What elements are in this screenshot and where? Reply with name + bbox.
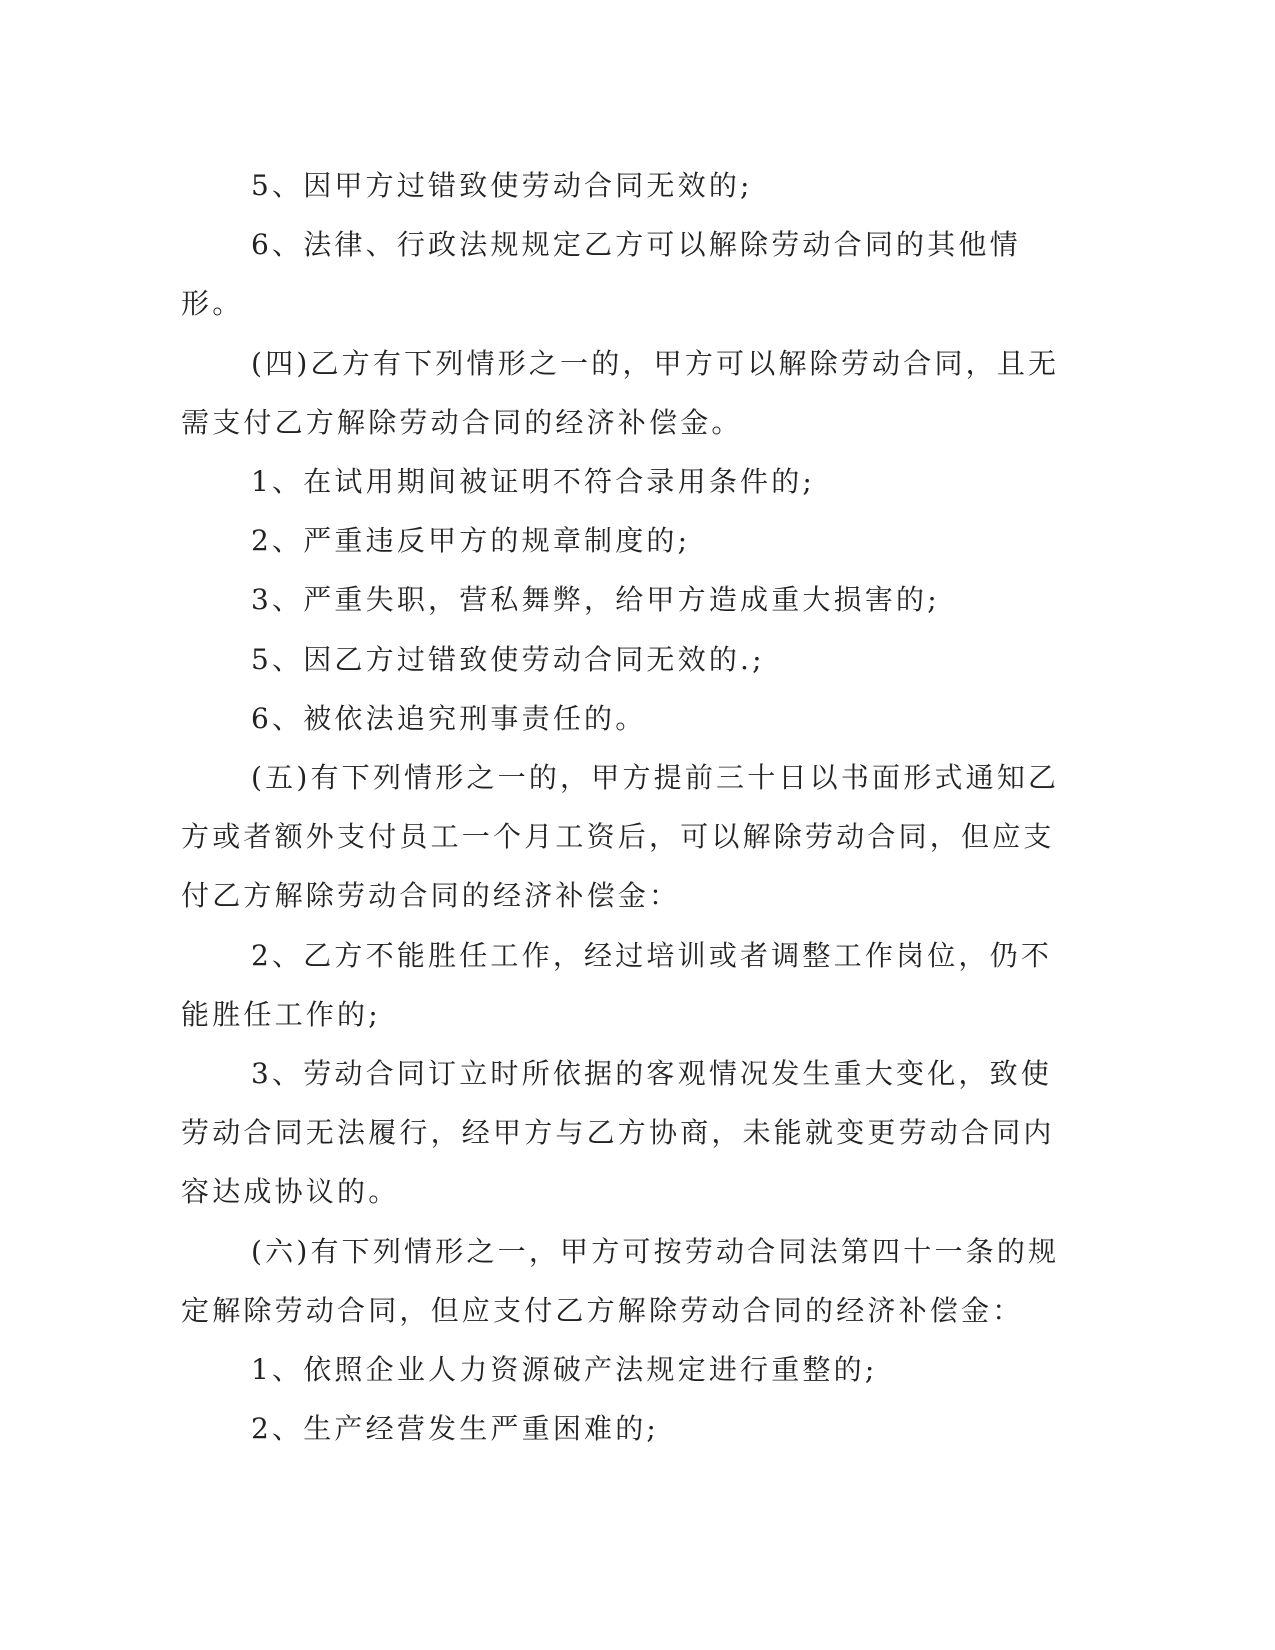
paragraph-5: 2、严重违反甲方的规章制度的; — [251, 524, 691, 558]
paragraph-12: (六)有下列情形之一，甲方可按劳动合同法第四十一条的规定解除劳动合同，但应支付乙方解除劳动合同的经济补偿金： — [181, 1234, 1060, 1327]
paragraph-13: 1、依照企业人力资源破产法规定进行重整的; — [251, 1353, 878, 1387]
document-body — [181, 156, 1061, 1458]
paragraph-11: 3、劳动合同订立时所依据的客观情况发生重大变化，致使劳动合同无法履行，经甲方与乙方协商，未能就变更劳动合同内容达成协议的。 — [181, 1057, 1055, 1209]
paragraph-3: (四)乙方有下列情形之一的，甲方可以解除劳动合同，且无需支付乙方解除劳动合同的经济补偿金。 — [181, 346, 1060, 439]
paragraph-6: 3、严重失职，营私舞弊，给甲方造成重大损害的; — [251, 583, 940, 617]
paragraph-4: 1、在试用期间被证明不符合录用条件的; — [251, 465, 816, 499]
paragraph-7: 5、因乙方过错致使劳动合同无效的.; — [251, 642, 765, 676]
paragraph-1: 5、因甲方过错致使劳动合同无效的; — [251, 169, 753, 202]
paragraph-8: 6、被依法追究刑事责任的。 — [251, 701, 647, 735]
paragraph-14: 2、生产经营发生严重困难的; — [251, 1412, 660, 1446]
paragraph-9: (五)有下列情形之一的，甲方提前三十日以书面形式通知乙方或者额外支付员工一个月工资后，可以解除劳动合同，但应支付乙方解除劳动合同的经济补偿金： — [181, 761, 1060, 913]
paragraph-10: 2、乙方不能胜任工作，经过培训或者调整工作岗位，仍不能胜任工作的; — [181, 938, 1053, 1031]
paragraph-2: 6、法律、行政法规规定乙方可以解除劳动合同的其他情形。 — [181, 228, 1021, 321]
